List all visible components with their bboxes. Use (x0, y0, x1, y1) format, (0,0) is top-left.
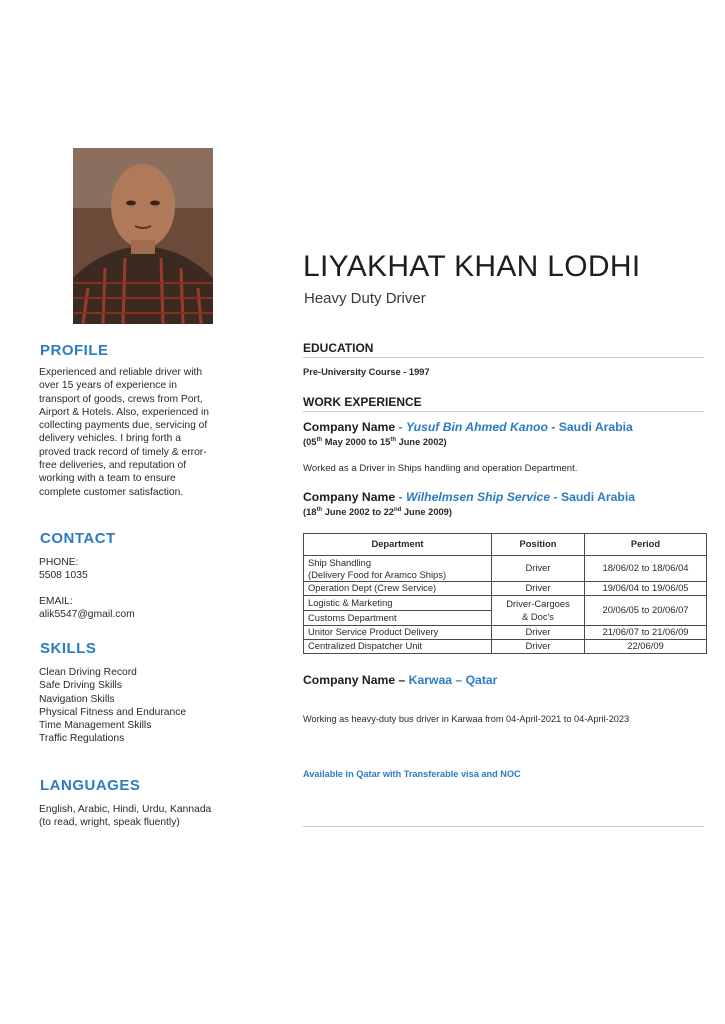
column-header-department: Department (304, 534, 492, 556)
phone-label: PHONE: (39, 557, 79, 568)
availability-note: Available in Qatar with Transferable visa and NOC (303, 769, 521, 779)
email-label: EMAIL: (39, 595, 73, 607)
department-cell: Unitor Service Product Delivery (304, 626, 492, 640)
position-cell: Driver (492, 582, 585, 596)
profile-text (39, 366, 209, 499)
job-title: Heavy Duty Driver (304, 290, 426, 307)
profile-line: delivery vehicles. I bring forth a (39, 433, 181, 445)
department-cell: Centralized Dispatcher Unit (304, 640, 492, 654)
table-header-row (304, 534, 707, 556)
profile-line: Airport & Hotels. Also, experienced in (39, 406, 209, 418)
job2-company-name: Wilhelmsen Ship Service (405, 490, 551, 504)
period-cell: 19/06/04 to 19/06/05 (585, 582, 707, 596)
job1-location: - Saudi Arabia (547, 420, 633, 434)
job3-company-name: Karwaa – Qatar (408, 673, 498, 687)
skill-item: Traffic Regulations (39, 733, 125, 745)
email-address: alik5547@gmail.com (39, 608, 135, 620)
table-row (304, 556, 707, 582)
job2-location: - Saudi Arabia (550, 490, 636, 504)
skill-item: Safe Driving Skills (39, 680, 122, 692)
skills-list (39, 666, 186, 746)
work-experience-heading: WORK EXPERIENCE (303, 395, 422, 409)
position-cell: Driver (492, 556, 585, 582)
position-cell: Driver-Cargoes & Doc's (492, 596, 585, 626)
profile-line: working with a team to ensure (39, 473, 176, 485)
department-cell: Logistic & Marketing (304, 596, 492, 611)
languages-heading: LANGUAGES (40, 777, 141, 794)
company-label: Company Name (303, 673, 396, 687)
department-cell: Operation Dept (Crew Service) (304, 582, 492, 596)
profile-heading: PROFILE (40, 342, 109, 359)
education-item: Pre-University Course - 1997 (303, 367, 430, 377)
profile-line: Experienced and reliable driver with (39, 367, 203, 378)
candidate-name: LIYAKHAT KHAN LODHI (303, 250, 641, 283)
job3-company-line: Company Name – Karwaa – Qatar (303, 673, 498, 687)
profile-photo-image (73, 148, 213, 324)
profile-line: over 15 years of experience in (39, 380, 177, 392)
job2-company-line: Company Name - Wilhelmsen Ship Service - Saudi Arabia (303, 490, 636, 504)
period-cell: 18/06/02 to 18/06/04 (585, 556, 707, 582)
position-cell: Driver (492, 626, 585, 640)
contact-block (39, 556, 135, 621)
company-label: Company Name (303, 490, 396, 504)
profile-line: free deliveries, and reputation of (39, 460, 187, 472)
period-cell: 21/06/07 to 21/06/09 (585, 626, 707, 640)
job1-company-name: Yusuf Bin Ahmed Kanoo (405, 420, 548, 434)
table-row (304, 582, 707, 596)
job1-description: Worked as a Driver in Ships handling and operation Department. (303, 463, 578, 474)
profile-line: complete customer satisfaction. (39, 486, 184, 498)
section-divider (303, 826, 704, 827)
profile-line: proved track record of timely & error- (39, 446, 207, 458)
company-label: Company Name (303, 420, 396, 434)
contact-heading: CONTACT (40, 530, 116, 547)
position-cell: Driver (492, 640, 585, 654)
phone-number: 5508 1035 (39, 570, 88, 582)
work-history-table (303, 533, 707, 654)
period-cell: 22/06/09 (585, 640, 707, 654)
skills-heading: SKILLS (40, 640, 97, 657)
section-divider (303, 411, 704, 412)
job3-description: Working as heavy-duty bus driver in Karwaa from 04-April-2021 to 04-April-2023 (303, 714, 630, 724)
department-cell: Ship Shandling (Delivery Food for Aramco Ships) (304, 556, 492, 582)
column-header-position: Position (492, 534, 585, 556)
table-row (304, 596, 707, 611)
job1-dates: (05th May 2000 to 15th June 2002) (303, 436, 447, 447)
languages-line: English, Arabic, Hindi, Urdu, Kannada (39, 804, 212, 815)
job1-company-line: Company Name - Yusuf Bin Ahmed Kanoo - Saudi Arabia (303, 420, 633, 434)
table-row (304, 640, 707, 654)
section-divider (303, 357, 704, 358)
profile-line: collecting payments due, servicing of (39, 420, 208, 432)
skill-item: Navigation Skills (39, 693, 115, 705)
job2-dates: (18th June 2002 to 22nd June 2009) (303, 506, 452, 517)
education-heading: EDUCATION (303, 341, 374, 355)
department-cell: Customs Department (304, 611, 492, 626)
table-row (304, 626, 707, 640)
column-header-period: Period (585, 534, 707, 556)
skill-item: Time Management Skills (39, 720, 152, 732)
languages-line: (to read, wright, speak fluently) (39, 817, 180, 829)
profile-photo (73, 148, 213, 324)
skill-item: Clean Driving Record (39, 667, 137, 678)
languages-text (39, 803, 211, 830)
skill-item: Physical Fitness and Endurance (39, 706, 187, 718)
profile-line: transport of goods, crews from Port, (39, 393, 203, 405)
period-cell: 20/06/05 to 20/06/07 (585, 596, 707, 626)
